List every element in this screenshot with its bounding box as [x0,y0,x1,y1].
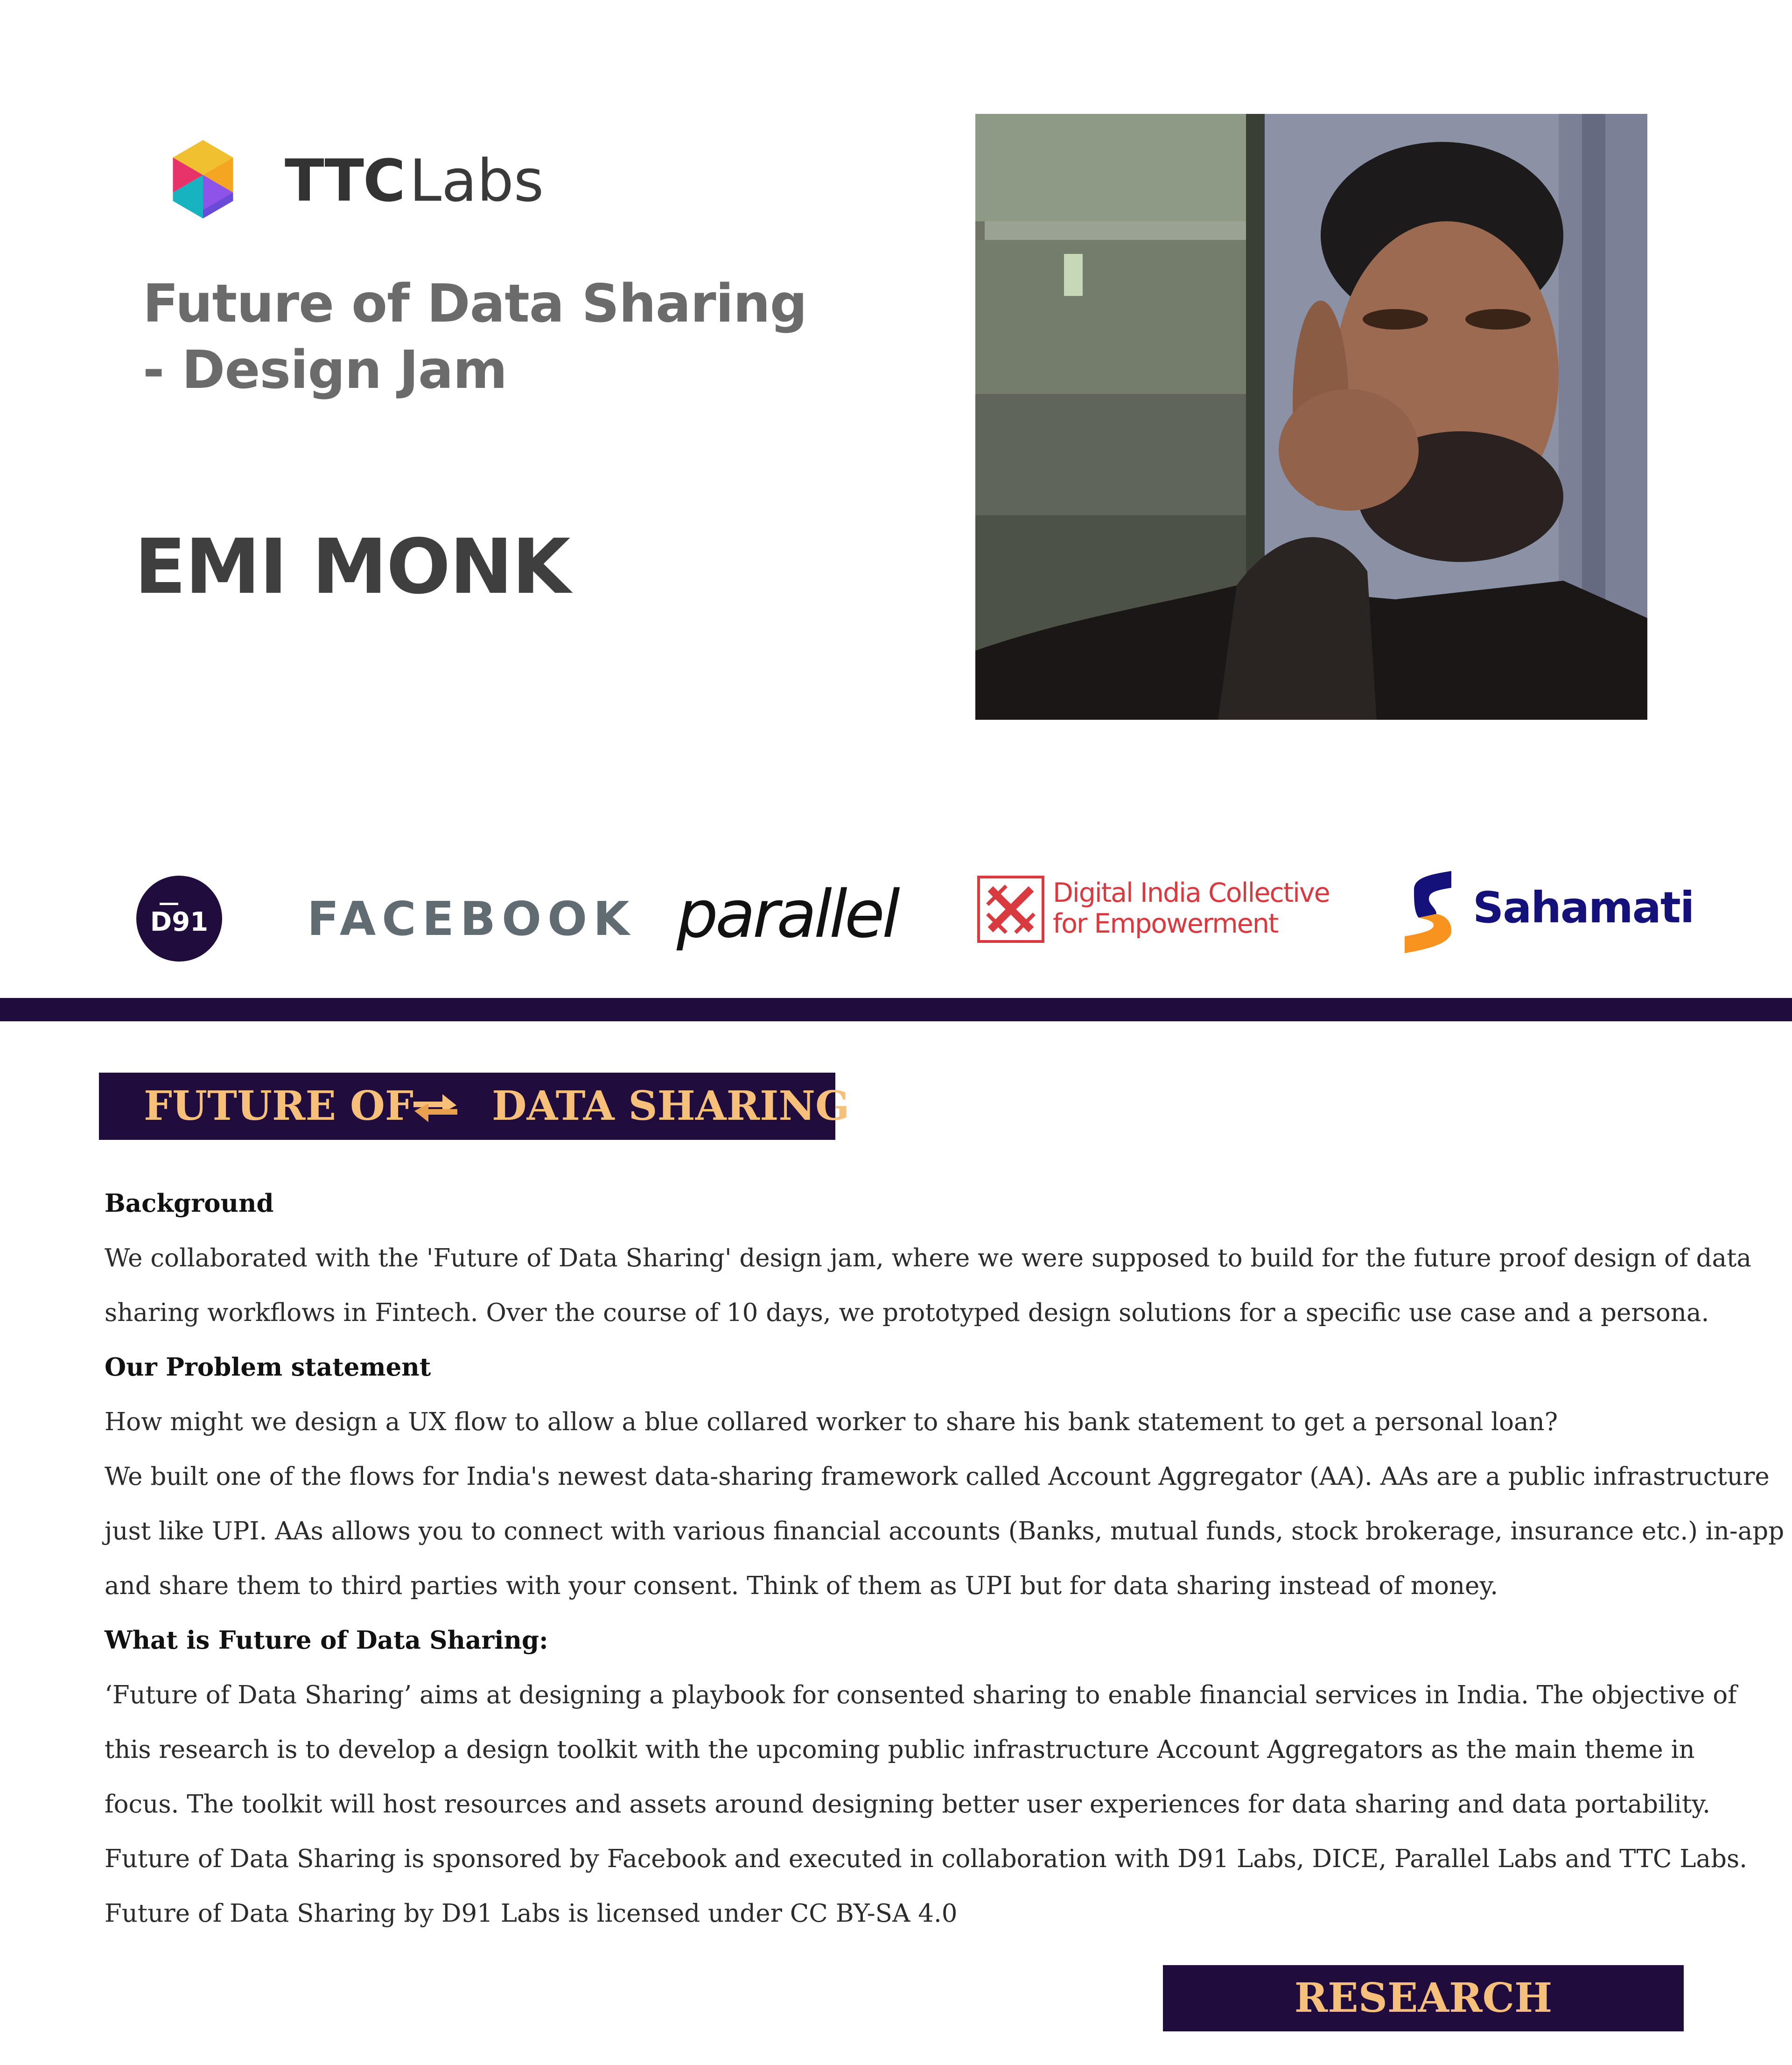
fds-line: Future of Data Sharing by D91 Labs is licensed under CC BY-SA 4.0 [105,1899,958,1928]
background-line: We collaborated with the 'Future of Data Sharing' design jam, where we were supposed to build for the future proof design of data [105,1244,1751,1272]
fds-line: ‘Future of Data Sharing’ aims at designing a playbook for consented sharing to enable financial services in India. The objective of [105,1681,1737,1709]
fds-line: Future of Data Sharing is sponsored by Facebook and executed in collaboration with D91 Labs, DICE, Parallel Labs and TTC Labs. [105,1845,1747,1873]
ttc-labs-wordmark [285,148,544,214]
exchange-arrows-icon [410,1089,461,1127]
brand-light: Labs [409,148,544,215]
future-of-data-sharing-banner [99,1073,850,1140]
problem-line: just like UPI. AAs allows you to connect with various financial accounts (Banks, mutual funds, stock brokerage, insurance etc.) in-app [105,1517,1785,1545]
parallel-logo: parallel [677,877,897,953]
banner-text-left: FUTURE OF [144,1082,413,1130]
article-body [105,1176,1785,1941]
portrait-photo [975,114,1647,720]
sahamati-logo-icon [1400,871,1456,953]
dice-line-1: Digital India Collective [1053,878,1330,908]
dice-logo-text [1053,878,1330,939]
problem-heading: Our Problem statement [105,1353,431,1382]
brand-bold: TTC [285,148,405,215]
ttc-cube-icon [168,140,238,218]
problem-line: We built one of the flows for India's newest data-sharing framework called Account Aggregator (AA). AAs are a public infrastructure [105,1462,1770,1491]
research-label: RESEARCH [1294,1974,1553,2022]
d91-logo [136,876,222,962]
person-name: EMI MONK [134,523,570,611]
problem-line: How might we design a UX flow to allow a blue collared worker to share his bank statement to get a personal loan? [105,1408,1558,1436]
section-divider [0,998,1792,1021]
problem-line: and share them to third parties with your consent. Think of them as UPI but for data sharing instead of money. [105,1572,1498,1600]
fds-line: focus. The toolkit will host resources and assets around designing better user experiences for data sharing and data portability. [105,1790,1711,1819]
dice-logo-icon [977,876,1044,943]
research-tag [1163,1965,1684,2031]
d91-label: D91 [150,907,209,937]
sahamati-logo-text: Sahamati [1473,883,1694,933]
fds-heading: What is Future of Data Sharing: [105,1626,548,1655]
banner-text-right: DATA SHARING [492,1082,850,1130]
background-heading: Background [105,1189,274,1218]
facebook-logo: FACEBOOK [307,892,636,946]
dice-line-2: for Empowerment [1053,908,1278,939]
fds-line: this research is to develop a design toolkit with the upcoming public infrastructure Account Aggregators as the main theme in [105,1735,1695,1764]
event-title: Future of Data Sharing - Design Jam [143,274,807,400]
background-line: sharing workflows in Fintech. Over the course of 10 days, we prototyped design solutions for a specific use case and a persona. [105,1299,1709,1327]
